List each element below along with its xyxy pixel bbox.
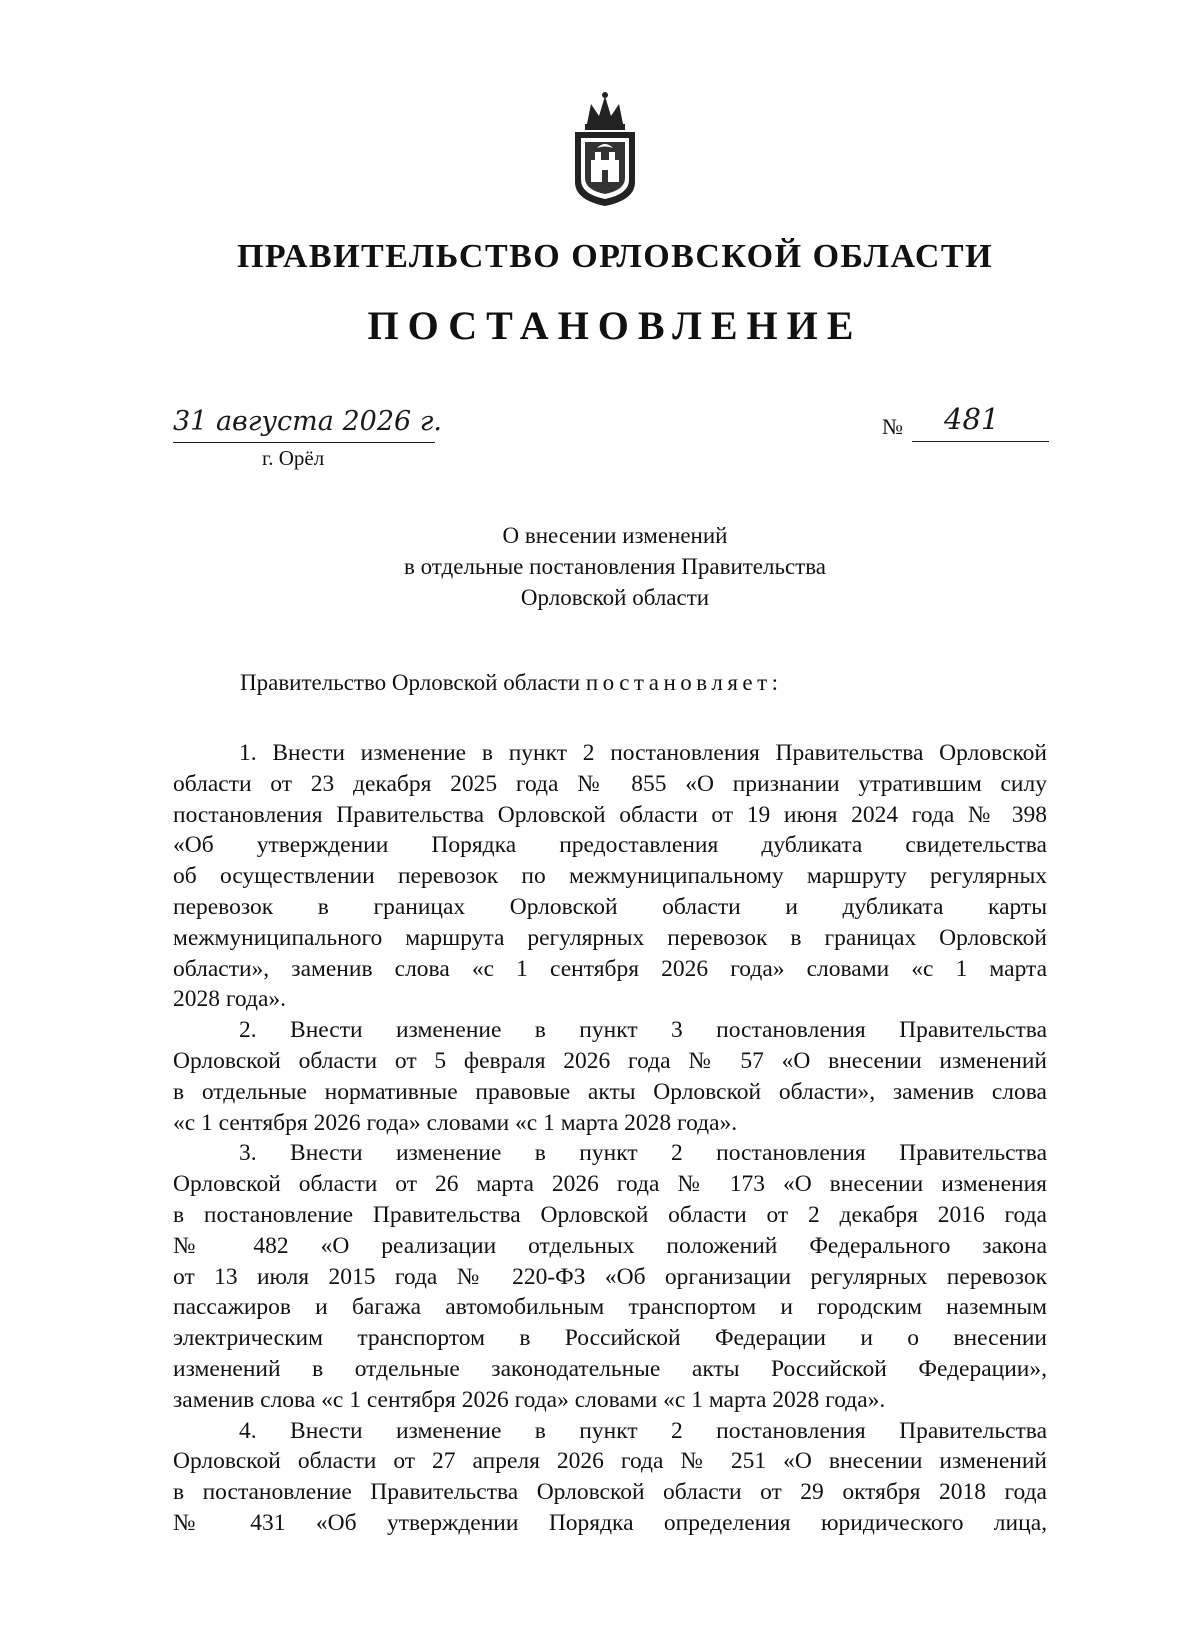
paragraph-1-line: постановления Правительства Орловской области от 19 июня 2024 года № 398 bbox=[173, 801, 1047, 828]
paragraph-1-line: 1. Внести изменение в пункт 2 постановления Правительства Орловской bbox=[239, 740, 1047, 766]
organization-title: ПРАВИТЕЛЬСТВО ОРЛОВСКОЙ ОБЛАСТИ bbox=[236, 238, 994, 275]
paragraph-4-line: в постановление Правительства Орловской области от 29 октября 2018 года bbox=[173, 1479, 1047, 1506]
paragraph-1-line: межмуниципального маршрута регулярных перевозок в границах Орловской bbox=[173, 924, 1047, 951]
resolution-intro bbox=[240, 670, 783, 696]
subject-line: в отдельные постановления Правительства bbox=[403, 554, 827, 579]
paragraph-3-line: заменив слова «с 1 сентября 2026 года» словами «с 1 марта 2028 года». bbox=[173, 1386, 886, 1413]
paragraph-1-line: «Об утверждении Порядка предоставления дубликата свидетельства bbox=[173, 832, 1047, 859]
paragraph-3-line: электрическим транспортом в Российской Федерации и о внесении bbox=[173, 1325, 1047, 1352]
resolution-body bbox=[173, 738, 1047, 1539]
intro-verb: постановляет: bbox=[585, 670, 783, 695]
paragraph-2-line: «с 1 сентября 2026 года» словами «с 1 марта 2028 года». bbox=[173, 1109, 738, 1136]
city-label: г. Орёл bbox=[262, 446, 325, 470]
paragraph-1-line: области», заменив слова «с 1 сентября 2026 года» словами «с 1 марта bbox=[173, 955, 1047, 982]
document-subject bbox=[0, 520, 1200, 613]
paragraph-3-line: № 482 «О реализации отдельных положений Федерального закона bbox=[173, 1232, 1047, 1259]
paragraph-1-line: перевозок в границах Орловской области и дубликата карты bbox=[173, 893, 1047, 920]
paragraph-3-line: от 13 июля 2015 года № 220-ФЗ «Об организации регулярных перевозок bbox=[173, 1263, 1047, 1290]
paragraph-3-line: 3. Внести изменение в пункт 2 постановления Правительства bbox=[239, 1140, 1047, 1167]
handwritten-number: 481 bbox=[912, 398, 1049, 442]
subject-line: О внесении изменений bbox=[502, 523, 728, 548]
paragraph-2-line: 2. Внести изменение в пункт 3 постановления Правительства bbox=[239, 1017, 1047, 1044]
handwritten-date: 31 августа 2026 г. bbox=[173, 402, 435, 443]
paragraph-1-line: области от 23 декабря 2025 года № 855 «О признании утратившим силу bbox=[173, 770, 1047, 797]
paragraph-3-line: пассажиров и багажа автомобильным транспортом и городским наземным bbox=[173, 1294, 1047, 1321]
paragraph-4-line: № 431 «Об утверждении Порядка определения юридического лица, bbox=[173, 1509, 1047, 1536]
subject-line: Орловской области bbox=[520, 585, 710, 610]
paragraph-4-line: 4. Внести изменение в пункт 2 постановления Правительства bbox=[239, 1417, 1047, 1444]
coat-of-arms-icon bbox=[565, 90, 645, 210]
paragraph-2-line: в отдельные нормативные правовые акты Орловской области», заменив слова bbox=[173, 1078, 1047, 1105]
paragraph-3-line: изменений в отдельные законодательные акты Российской Федерации», bbox=[173, 1355, 1047, 1382]
paragraph-3-line: Орловской области от 26 марта 2026 года № 173 «О внесении изменения bbox=[173, 1171, 1047, 1198]
document-type-title: ПОСТАНОВЛЕНИЕ bbox=[367, 303, 863, 348]
paragraph-1-line: об осуществлении перевозок по межмуниципальному маршруту регулярных bbox=[173, 863, 1047, 890]
intro-prefix: Правительство Орловской области bbox=[240, 670, 586, 695]
paragraph-4-line: Орловской области от 27 апреля 2026 года № 251 «О внесении изменений bbox=[173, 1448, 1047, 1475]
number-label: № bbox=[882, 414, 903, 439]
paragraph-3-line: в постановление Правительства Орловской области от 2 декабря 2016 года bbox=[173, 1201, 1047, 1228]
paragraph-1-line: 2028 года». bbox=[173, 986, 287, 1013]
paragraph-2-line: Орловской области от 5 февраля 2026 года № 57 «О внесении изменений bbox=[173, 1047, 1047, 1074]
